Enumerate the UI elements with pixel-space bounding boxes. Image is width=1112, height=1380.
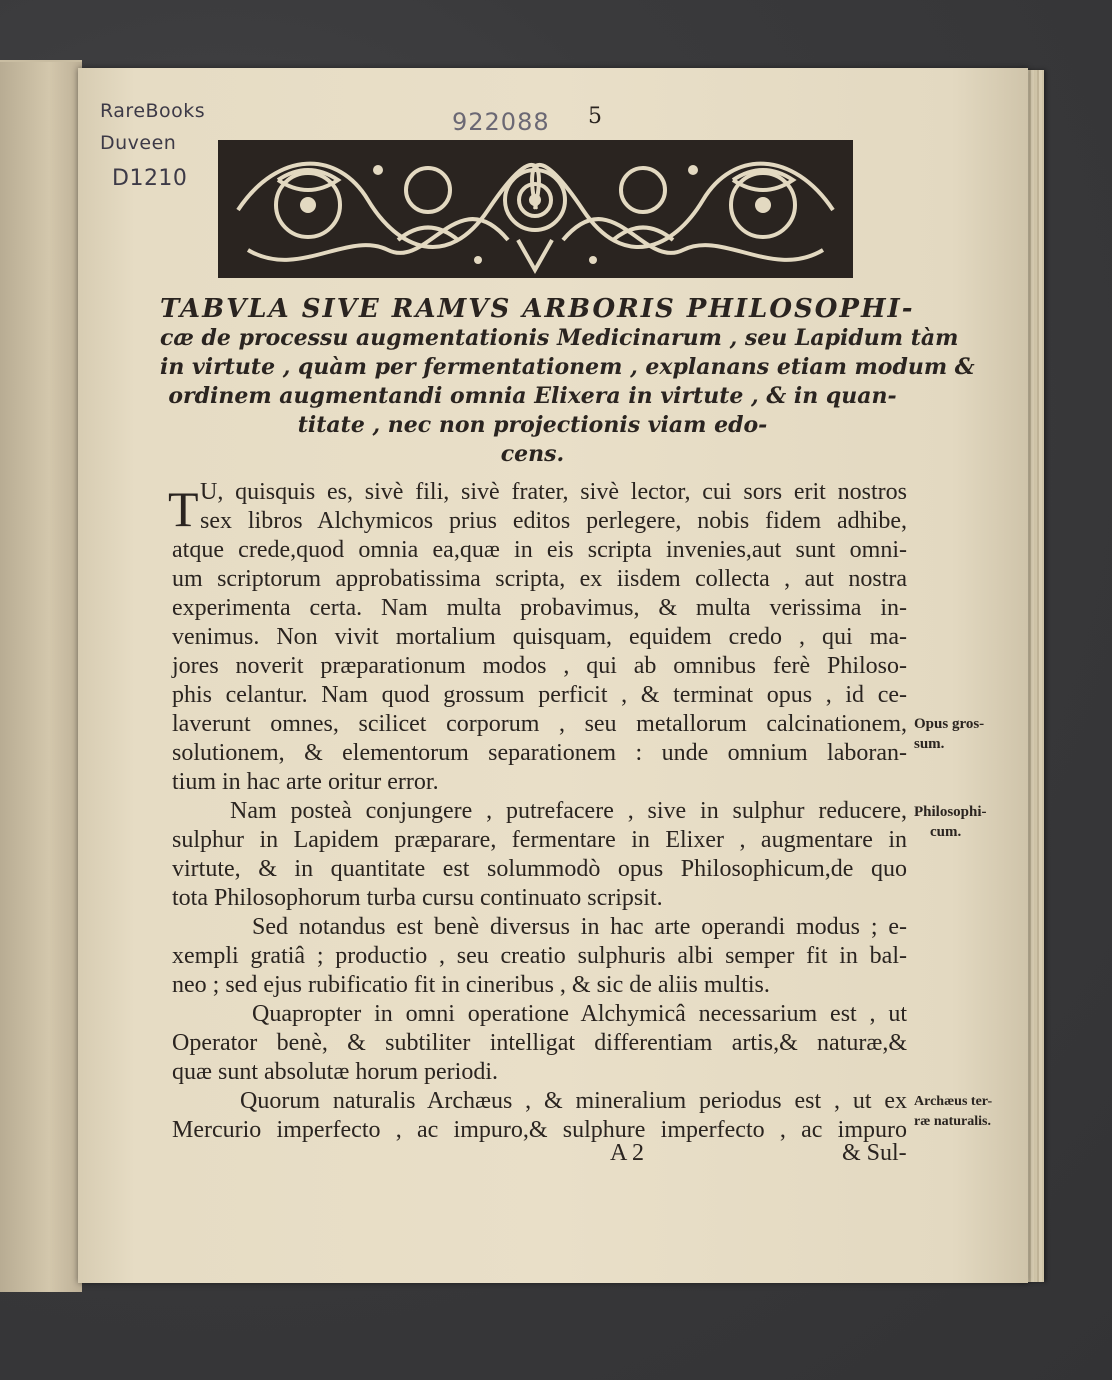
margin-note-line: Philosophi- xyxy=(914,804,987,820)
woodcut-headpiece xyxy=(218,140,853,278)
margin-note-archaeus xyxy=(914,1092,992,1132)
text-line: Quapropter in omni operatione Alchymicâ necessarium est , ut xyxy=(252,1001,907,1027)
text-line: Mercurio imperfecto , ac impuro,& sulphure imperfecto , ac impuro xyxy=(172,1117,907,1143)
text-line: experimenta certa. Nam multa probavimus, & multa verissima in- xyxy=(172,595,907,621)
accession-number: 922088 xyxy=(452,108,550,136)
book-gutter xyxy=(0,60,82,1292)
margin-note-line: ræ naturalis. xyxy=(914,1114,991,1129)
shelf-note-line-2: Duveen xyxy=(100,132,177,154)
heading-line: cens. xyxy=(500,441,565,467)
text-line: tota Philosophorum turba cursu continuato scripsit. xyxy=(172,885,663,911)
heading-line: cæ de processu augmentationis Medicinarum , seu Lapidum tàm xyxy=(160,325,959,351)
text-line: quæ sunt absolutæ horum periodi. xyxy=(172,1059,498,1085)
shelf-note-line-3: D1210 xyxy=(112,166,188,191)
signature-mark: A 2 xyxy=(610,1140,645,1166)
text-line: tium in hac arte oritur error. xyxy=(172,769,439,795)
margin-note-line: Opus gros- xyxy=(914,716,985,732)
heading-line: ordinem augmentandi omnia Elixera in virtute , & in quan- xyxy=(168,383,897,409)
margin-note-philosophicum xyxy=(914,802,987,842)
heading-line: TABVLA SIVE RAMVS ARBORIS PHILOSOPHI- xyxy=(160,294,915,324)
text-line: xempli gratiâ ; productio , seu creatio sulphuris albi semper fit in bal- xyxy=(172,943,907,969)
margin-note-line: cum. xyxy=(930,824,962,840)
body-text xyxy=(172,478,907,1145)
text-line: neo ; sed ejus rubificatio fit in cineribus , & sic de aliis multis. xyxy=(172,972,770,998)
text-line: virtute, & in quantitate est solummodò opus Philosophicum,de quo xyxy=(172,856,907,882)
text-line: solutionem, & elementorum separationem : unde omnium laboran- xyxy=(172,740,907,766)
text-line: atque crede,quod omnia ea,quæ in eis scripta invenies,aut sunt omni- xyxy=(172,537,907,563)
heading-line: titate , nec non projectionis viam edo- xyxy=(297,412,768,438)
text-line: sex libros Alchymicos prius editos perlegere, nobis fidem adhibe, xyxy=(200,508,907,534)
text-line: Quorum naturalis Archæus , & mineralium periodus est , ut ex xyxy=(240,1088,907,1114)
drop-capital: T xyxy=(168,481,199,537)
heading xyxy=(160,294,975,469)
text-line: U, quisquis es, sivè fili, sivè frater, sivè lector, cui sors erit nostros xyxy=(200,479,907,505)
text-line: venimus. Non vivit mortalium quisquam, equidem credo , qui ma- xyxy=(172,624,907,650)
text-line: Sed notandus est benè diversus in hac arte operandi modus ; e- xyxy=(252,914,907,940)
text-line: sulphur in Lapidem præparare, fermentare in Elixer , augmentare in xyxy=(172,827,907,853)
heading-line: in virtute , quàm per fermentationem , explanans etiam modum & xyxy=(160,354,975,380)
folio-number: 5 xyxy=(588,104,602,129)
text-line: Nam posteà conjungere , putrefacere , sive in sulphur reducere, xyxy=(230,798,907,824)
text-line: jores noverit præparationum modos , qui ab omnibus ferè Philoso- xyxy=(172,653,907,679)
shelf-note-line-1: RareBooks xyxy=(100,100,206,122)
catchword: & Sul- xyxy=(842,1140,907,1166)
text-line: um scriptorum approbatissima scripta, ex iisdem collecta , aut nostra xyxy=(172,566,907,592)
margin-note-line: sum. xyxy=(914,736,945,752)
text-line: Operator benè, & subtiliter intelligat differentiam artis,& naturæ,& xyxy=(172,1030,907,1056)
text-line: phis celantur. Nam quod grossum perficit , & terminat opus , id ce- xyxy=(172,682,907,708)
margin-note-opus xyxy=(914,714,984,754)
text-line: laverunt omnes, scilicet corporum , seu metallorum calcinationem, xyxy=(172,711,907,737)
margin-note-line: Archæus ter- xyxy=(914,1094,993,1109)
